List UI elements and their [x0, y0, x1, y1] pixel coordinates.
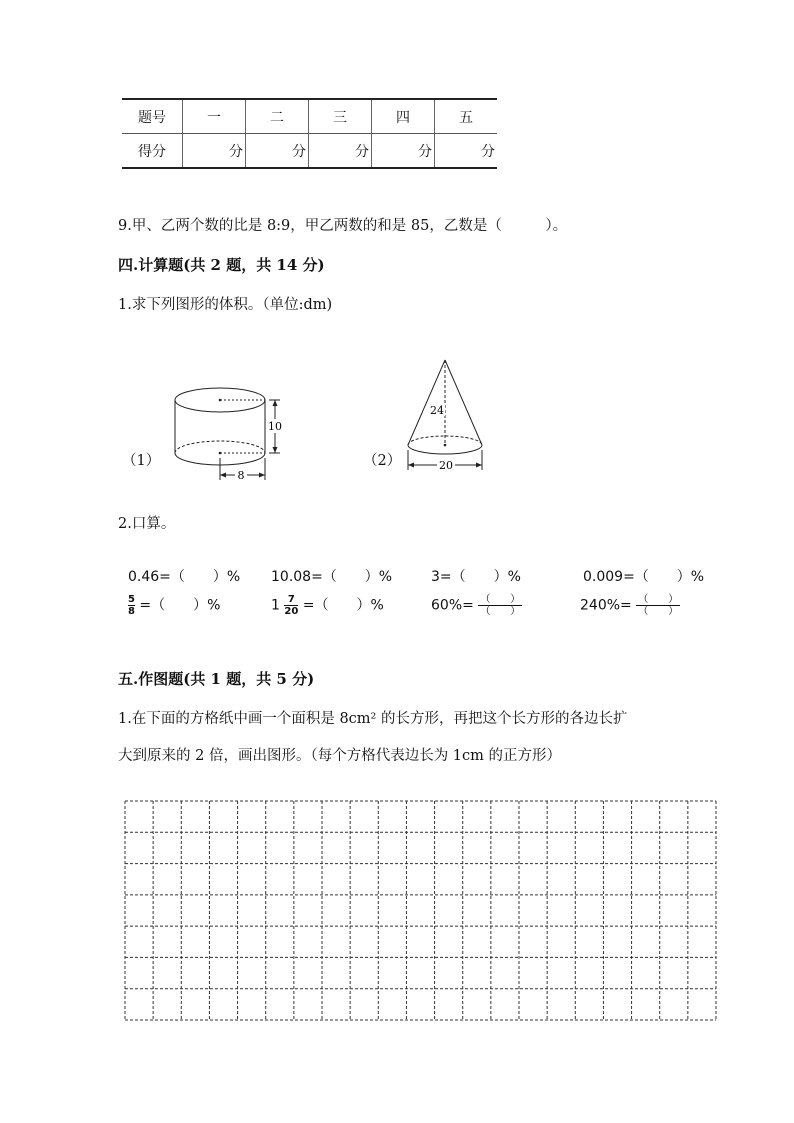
score-cell[interactable]: 分 — [183, 134, 246, 169]
cone-height-label: 24 — [430, 404, 444, 417]
grid-paper[interactable] — [124, 800, 718, 1022]
section-5-heading: 五.作图题(共 1 题，共 5 分) — [118, 670, 315, 688]
calc-item: 0.46=（ ）% — [128, 569, 241, 585]
score-cell[interactable]: 分 — [372, 134, 435, 169]
score-header-cell: 五 — [435, 99, 498, 134]
score-header-label: 题号 — [122, 99, 183, 134]
section-4-heading: 四.计算题(共 2 题，共 14 分) — [118, 256, 325, 274]
score-cell[interactable]: 分 — [309, 134, 372, 169]
cylinder-radius-label: 8 — [237, 469, 245, 482]
question-9: 9.甲、乙两个数的比是 8:9，甲乙两数的和是 85，乙数是（ ）。 — [118, 218, 568, 234]
cone-diameter-label: 20 — [439, 459, 453, 472]
cylinder-height-label: 10 — [268, 420, 282, 433]
score-header-cell: 二 — [246, 99, 309, 134]
score-cell[interactable]: 分 — [246, 134, 309, 169]
fraction: $\frac{5}{8}$ — [128, 594, 135, 617]
question-4-2: 2.口算。 — [118, 516, 176, 532]
question-4-1: 1.求下列图形的体积。（单位:dm) — [118, 297, 333, 313]
calc-item: 10.08=（ ）% — [271, 569, 393, 585]
score-header-cell: 三 — [309, 99, 372, 134]
figure-2-label: （2） — [363, 453, 402, 469]
cylinder-figure — [170, 380, 290, 485]
calc-item-percent-to-fraction: 240%= （ ） （ ） — [580, 594, 679, 617]
score-cell[interactable]: 分 — [435, 134, 498, 169]
question-5-1-line-2: 大到原来的 2 倍，画出图形。（每个方格代表边长为 1cm 的正方形） — [118, 748, 562, 764]
calc-item-fraction: $\frac{5}{8}$ =（ ）% — [128, 594, 221, 617]
calc-item-percent-to-fraction: 60%= （ ） （ ） — [431, 594, 521, 617]
score-table — [122, 98, 497, 169]
figure-1-label: （1） — [122, 453, 161, 469]
blank-fraction: （ ） （ ） — [480, 594, 521, 617]
calc-item: 3=（ ）% — [431, 569, 521, 585]
question-5-1-line-1: 1.在下面的方格纸中画一个面积是 8cm² 的长方形，再把这个长方形的各边长扩 — [118, 711, 628, 727]
fraction: $\frac{7}{20}$ — [284, 594, 299, 617]
blank-fraction: （ ） （ ） — [638, 594, 679, 617]
calc-item: 0.009=（ ）% — [583, 569, 705, 585]
score-header-cell: 四 — [372, 99, 435, 134]
score-header-cell: 一 — [183, 99, 246, 134]
calc-item-mixed-number: 1 $\frac{7}{20}$ =（ ）% — [271, 594, 384, 617]
score-row-label: 得分 — [122, 134, 183, 169]
cone-figure — [400, 355, 495, 475]
